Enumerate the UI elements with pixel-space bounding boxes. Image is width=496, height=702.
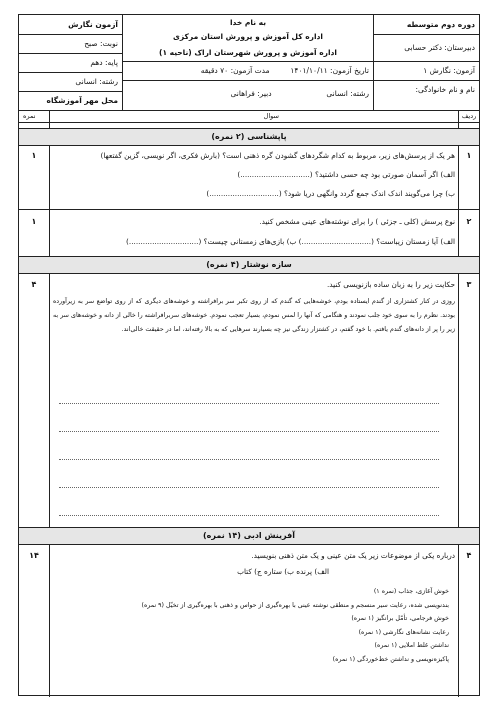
score-divider [49,110,50,697]
q1-part-a: الف) اگر آسمان صورتی بود چه حسی داشتید؟ (..............................) [237,170,455,179]
q2-score: ۱ [31,217,37,226]
answer-line[interactable] [59,459,439,460]
field-label: رشته: انسانی [326,89,369,98]
answer-line[interactable] [59,487,439,488]
q4-criteria-list [69,585,449,666]
level-label: دوره دوم متوسطه [374,15,479,35]
answer-line[interactable] [59,403,439,404]
criterion-item: خوش فرجامی، تأمّل برانگیز (۱ نمره) [351,615,449,622]
bismillah: به نام خدا [229,18,267,27]
q1-number: ۱ [466,151,472,160]
answer-line[interactable] [59,515,439,516]
header-right-column [373,15,479,110]
q2-text: نوع پرسش (کلی ـ جزئی ) را برای نوشته‌های عینی مشخص کنید. [259,217,455,226]
q4-topic-options: الف) پرنده ب) ستاره ج) کتاب [237,567,329,576]
exam-subject: آزمون: نگارش ۱ [374,61,479,81]
exam-date: تاریخ آزمون: ۱۴۰۱/۱۰/۱۱ [290,66,369,75]
q3-score: ۴ [31,280,37,289]
section-heading-1: پاپشناسی (۲ نمره) [19,128,479,146]
date-duration-row [123,61,373,81]
criterion-item: رعایت نشانه‌های نگارشی (۱ نمره) [358,628,449,636]
table-header [19,110,479,123]
header-middle-column [122,15,373,110]
exam-header [19,15,479,111]
radif-header: ردیف [461,112,477,120]
field-label-left: رشته: انسانی [19,72,122,92]
radif-divider [458,110,459,697]
q3-text: حکایت زیر را به زبان ساده بازنویسی کنید. [326,280,455,289]
score-header: نمره [23,112,36,120]
q1-text: هر یک از پرسش‌های زیر، مربوط به کدام شگردهای گشودن گره ذهنی است؟ (بارش فکری، اگر نویسی، گزین گفتعها) [100,151,455,160]
criterion-item: خوش آغازی، جذاب (نمره ۱) [373,588,449,595]
q1-score: ۱ [31,151,37,160]
shift-label: نوبت: صبح [19,34,122,54]
student-name-field[interactable]: نام و نام خانوادگی: [415,85,475,94]
teacher-name: دبیر: فراهانی [230,89,272,98]
section-heading-2: سازه نوشتار (۴ نمره) [19,256,479,274]
answer-line[interactable] [59,431,439,432]
q4-number: ۴ [466,551,472,560]
header-left-column [19,15,122,110]
dept-line-1: اداره کل آموزش و پرورش استان مرکزی [173,32,323,41]
q4-text: درباره یکی از موضوعات زیر یک متن عینی و یک متن ذهنی بنویسید. [251,551,455,560]
criterion-item: نداشتن غلط املایی (۱ نمره) [374,642,449,649]
grade-label: پایه: دهم [19,53,122,73]
exam-sheet [18,14,480,696]
field-teacher-row [123,80,373,110]
q3-passage: روزی در کنار کشتزاری از گندم ایستاده بودم، خوشه‌هایی که گندم که از روی تکبر سر برافراشته و خوشه‌های دیگری که از روی تواضع سر به زیرآورده بودند. نظرم را به سوی خود جلب نمودند و هنگامی که آنها را لمس نمودم، بسیار تعجب نمودم. خوشه‌های سربرافراشته را خالی از دانه و خوشه‌های سر به زیر را پر از دانه‌های گندم یافتم. با خود گفتم، در کشتزار زندگی نیز چه بسیارند سرهایی که به بالا رفته‌اند، اما در حقیقت خالی‌اند. [53,298,455,333]
dept-line-2: اداره آموزش و پرورش شهرستان اراک (ناحیه ۱) [123,45,373,62]
exam-title: آزمون نگارش [19,15,122,35]
q1-part-b: ب) چرا می‌گویند اندک اندک جمع گردد وانگهی دریا شود؟ (..............................) [206,189,455,198]
q4-score: ۱۴ [29,551,39,560]
q2-options: الف) آیا زمستان زیباست؟ (..............................) ب) بازی‌های زمستانی چیست؟ (..............................) [126,237,455,246]
q2-number: ۲ [466,217,472,226]
school-label: دبیرستان: دکتر حسابی [374,34,479,62]
school-stamp: محل مهر آموزشگاه [46,96,118,105]
q3-number: ۳ [466,280,472,289]
criterion-item: پاکیزه‌نویسی و نداشتن خط‌خوردگی (۱ نمره) [332,655,449,663]
question-header: سوال [263,112,279,120]
q1-row-border [19,209,479,210]
section-heading-3: آفرینش ادبی (۱۴ نمره) [19,527,479,545]
exam-duration: مدت آزمون: ۷۰ دقیقه [200,66,270,75]
criterion-item: بندنویسی شده، رعایت سیر منسجم و منطقی نوشته عینی با بهره‌گیری از حواس و ذهنی با بهره‌گیری از تخیّل (۹ نمره) [141,601,449,609]
